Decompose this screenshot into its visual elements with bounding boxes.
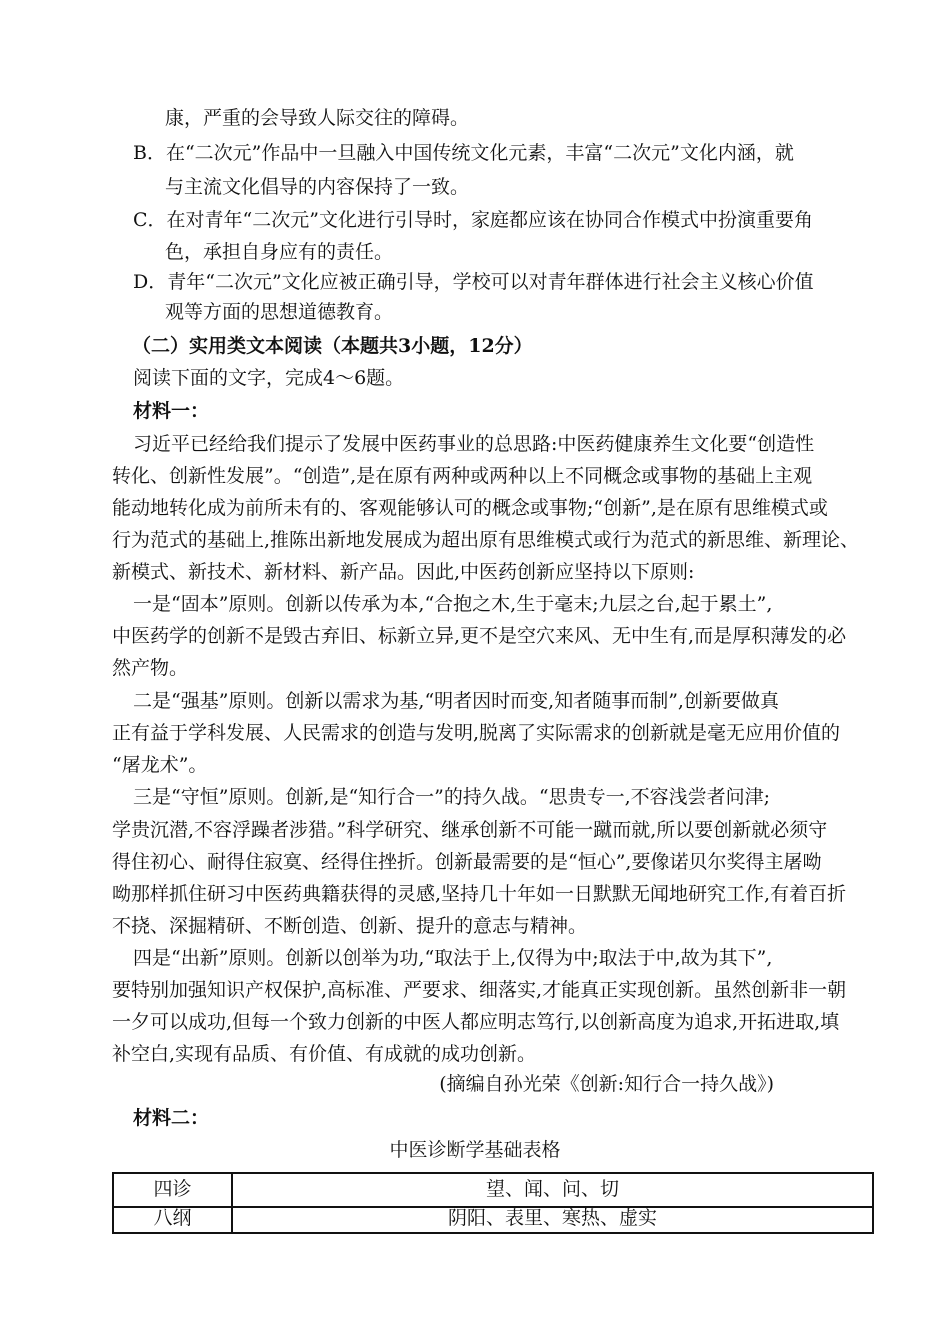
material-two-label: 材料二： bbox=[133, 1107, 210, 1129]
paragraph-line: 中医药学的创新不是毁古弃旧、标新立异,更不是空穴来风、无中生有,而是厚积薄发的必 bbox=[112, 625, 847, 647]
option-d: D．青年“二次元”文化应被正确引导，学校可以对青年群体进行社会主义核心价值 bbox=[133, 271, 814, 293]
paragraph-line: 三是“守恒”原则。创新,是“知行合一”的持久战。“思贵专一,不容浅尝者问津; bbox=[133, 786, 771, 808]
option-b-continuation: 与主流文化倡导的内容保持了一致。 bbox=[165, 176, 470, 198]
paragraph-line: 得住初心、耐得住寂寞、经得住挫折。创新最需要的是“恒心”,要像诺贝尔奖得主屠呦 bbox=[112, 851, 822, 873]
paragraph-line: 转化、创新性发展”。“创造”,是在原有两种或两种以上不同概念或事物的基础上主观 bbox=[112, 465, 813, 487]
option-d-continuation: 观等方面的思想道德教育。 bbox=[165, 301, 394, 323]
paragraph-line: 呦那样抓住研习中医药典籍获得的灵感,坚持几十年如一日默默无闻地研究工作,有着百折 bbox=[112, 883, 847, 905]
paragraph-line: 习近平已经给我们提示了发展中医药事业的总思路:中医药健康养生文化要“创造性 bbox=[133, 433, 815, 455]
paragraph-line: 四是“出新”原则。创新以创举为功,“取法于上,仅得为中;取法于中,故为其下”, bbox=[133, 947, 773, 969]
paragraph-line: 不挠、深掘精研、不断创造、创新、提升的意志与精神。 bbox=[112, 915, 588, 937]
paragraph-line: 能动地转化成为前所未有的、客观能够认可的概念或事物;“创新”,是在原有思维模式或 bbox=[112, 497, 828, 519]
option-a-continuation: 康，严重的会导致人际交往的障碍。 bbox=[165, 107, 470, 129]
material-one-source: (摘编自孙光荣《创新:知行合一持久战》) bbox=[439, 1073, 774, 1095]
option-c: C．在对青年“二次元”文化进行引导时，家庭都应该在协同合作模式中扮演重要角 bbox=[133, 209, 813, 231]
table-cell-name: 四诊 bbox=[113, 1173, 232, 1207]
table-cell-value: 望、闻、问、切 bbox=[232, 1173, 873, 1207]
paragraph-line: “屠龙术”。 bbox=[112, 754, 208, 776]
paragraph-line: 二是“强基”原则。创新以需求为基,“明者因时而变,知者随事而制”,创新要做真 bbox=[133, 690, 779, 712]
paragraph-line: 补空白,实现有品质、有价值、有成就的成功创新。 bbox=[112, 1043, 537, 1065]
table-row bbox=[113, 1207, 873, 1233]
paragraph-line: 一夕可以成功,但每一个致力创新的中医人都应明志笃行,以创新高度为追求,开拓进取,填 bbox=[112, 1011, 840, 1033]
option-c-continuation: 色，承担自身应有的责任。 bbox=[165, 241, 394, 263]
paragraph-line: 行为范式的基础上,推陈出新地发展成为超出原有思维模式或行为范式的新思维、新理论、 bbox=[112, 529, 860, 551]
paragraph-line: 一是“固本”原则。创新以传承为本,“合抱之木,生于毫末;九层之台,起于累土”, bbox=[133, 593, 773, 615]
section-instruction: 阅读下面的文字，完成4～6题。 bbox=[133, 367, 405, 389]
option-b: B．在“二次元”作品中一旦融入中国传统文化元素，丰富“二次元”文化内涵，就 bbox=[133, 142, 794, 164]
table-title: 中医诊断学基础表格 bbox=[389, 1139, 561, 1161]
paragraph-line: 新模式、新技术、新材料、新产品。因此,中医药创新应坚持以下原则: bbox=[112, 561, 695, 583]
paragraph-line: 然产物。 bbox=[112, 657, 189, 679]
paragraph-line: 正有益于学科发展、人民需求的创造与发明,脱离了实际需求的创新就是毫无应用价值的 bbox=[112, 722, 841, 744]
paragraph-line: 要特别加强知识产权保护,高标准、严要求、细落实,才能真正实现创新。虽然创新非一朝 bbox=[112, 979, 847, 1001]
table-row bbox=[113, 1173, 873, 1207]
table-cell-value: 阴阳、表里、寒热、虚实 bbox=[232, 1207, 873, 1233]
table-cell-name: 八纲 bbox=[113, 1207, 232, 1233]
paragraph-line: 学贵沉潜,不容浮躁者涉猎。”科学研究、继承创新不可能一蹴而就,所以要创新就必须守 bbox=[112, 819, 828, 841]
section-heading: （二）实用类文本阅读（本题共3小题，12分） bbox=[132, 335, 533, 357]
material-one-label: 材料一： bbox=[133, 400, 210, 422]
diagnosis-table bbox=[112, 1172, 874, 1234]
